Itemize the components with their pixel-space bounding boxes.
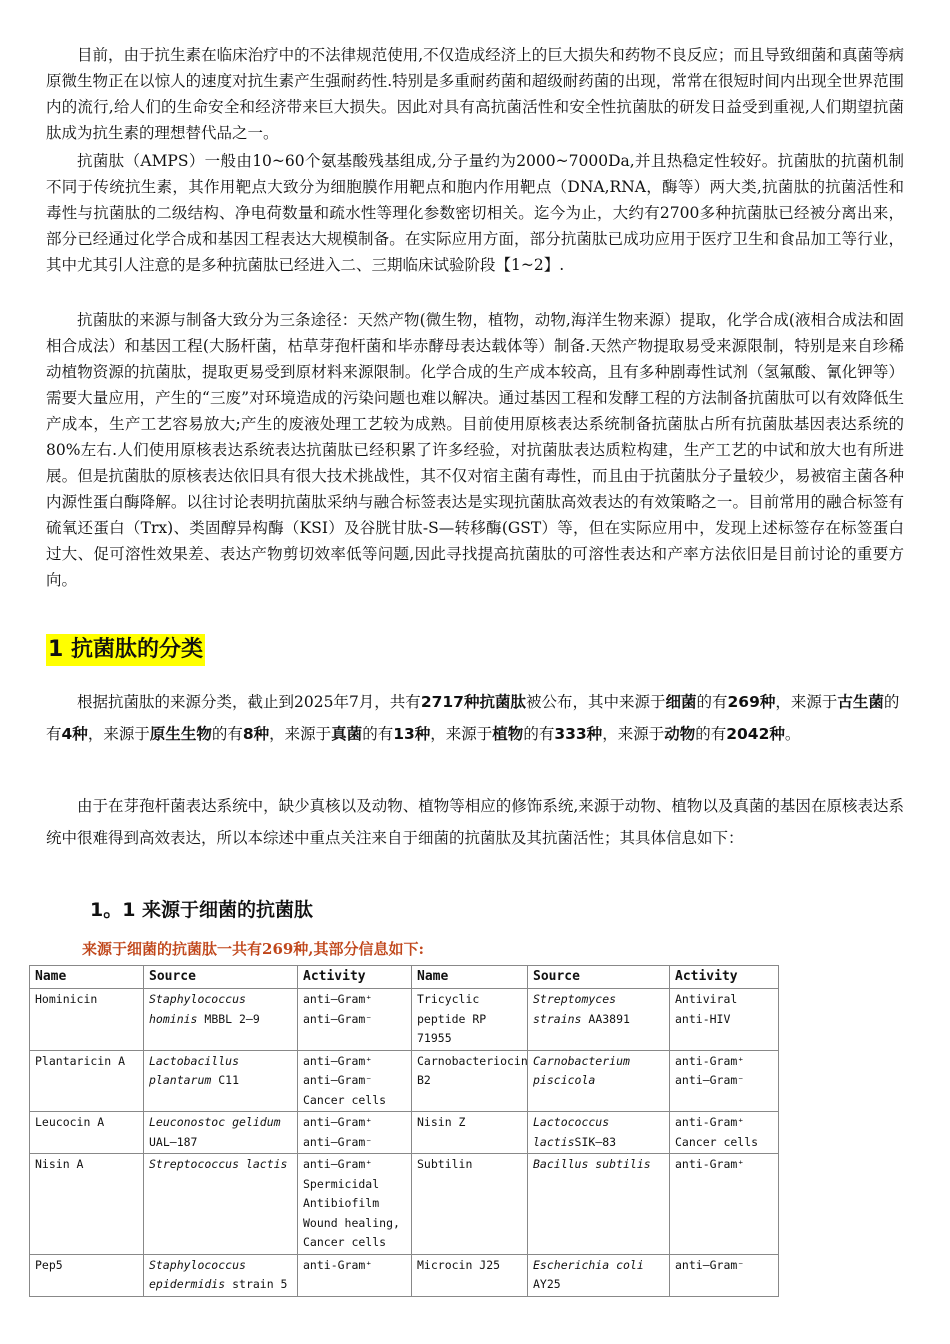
peptide-activity: anti—Gram⁻ xyxy=(670,1254,779,1296)
paragraph-focus: 由于在芽孢杆菌表达系统中，缺少真核以及动物、植物等相应的修饰系统,来源于动物、植物以及真菌的基因在原核表达系统中很难得到高效表达，所以本综述中重点关注来自于细菌的抗菌肽及其抗菌活性；其具体信息如下： xyxy=(46,797,904,847)
peptide-name: Subtilin xyxy=(412,1154,528,1255)
section-heading-classification: 1 抗菌肽的分类 xyxy=(46,634,205,666)
bacteria-peptide-table xyxy=(29,965,779,1297)
peptide-activity: anti—Gram⁺ anti—Gram⁻ xyxy=(298,1112,412,1154)
peptide-source: Lactobacillus plantarum C11 xyxy=(144,1050,298,1112)
peptide-source: Escherichia coli AY25 xyxy=(528,1254,670,1296)
peptide-activity: anti—Gram⁺ Spermicidal Antibiofilm Wound healing, Cancer cells xyxy=(298,1154,412,1255)
paragraph-intro: 目前，由于抗生素在临床治疗中的不法律规范使用,不仅造成经济上的巨大损失和药物不良反应；而且导致细菌和真菌等病原微生物正在以惊人的速度对抗生素产生强耐药性.特别是多重耐药菌和超级耐药菌的出现，常常在很短时间内出现全世界范围内的流行,给人们的生命安全和经济带来巨大损失。因此对具有高抗菌活性和安全性抗菌肽的研发日益受到重视,人们期望抗菌肽成为抗生素的理想替代品之一。 xyxy=(46,46,904,142)
table-row xyxy=(30,1112,779,1154)
column-header-activity: Activity xyxy=(298,966,412,989)
paragraph-amps: 抗菌肽（AMPS）一般由10~60个氨基酸残基组成,分子量约为2000~7000Da,并且热稳定性较好。抗菌肽的抗菌机制不同于传统抗生素，其作用靶点大致分为细胞膜作用靶点和胞内作用靶点（DNA,RNA，酶等）两大类,抗菌肽的抗菌活性和毒性与抗菌肽的二级结构、净电荷数量和疏水性等理化参数密切相关。迄今为止，大约有2700多种抗菌肽已经被分离出来，部分已经通过化学合成和基因工程表达大规模制备。在实际应用方面，部分抗菌肽已成功应用于医疗卫生和食品加工等行业，其中尤其引人注意的是多种抗菌肽已经进入二、三期临床试验阶段【1~2】. xyxy=(46,152,904,274)
table-row xyxy=(30,1050,779,1112)
peptide-activity: anti-Gram⁺ xyxy=(670,1154,779,1255)
peptide-source: Streptococcus lactis xyxy=(144,1154,298,1255)
peptide-activity: anti-Gram⁺ Cancer cells xyxy=(670,1112,779,1154)
table-row xyxy=(30,989,779,1051)
peptide-name: Tricyclic peptide RP 71955 xyxy=(412,989,528,1051)
peptide-source: Bacillus subtilis xyxy=(528,1154,670,1255)
peptide-name: Plantaricin A xyxy=(30,1050,144,1112)
peptide-name: Carnobacteriocin B2 xyxy=(412,1050,528,1112)
peptide-activity: anti—Gram⁺ anti—Gram⁻ xyxy=(298,989,412,1051)
peptide-name: Nisin A xyxy=(30,1154,144,1255)
subsection-heading-bacteria: 1。1 来源于细菌的抗菌肽 xyxy=(90,899,314,921)
peptide-source: Staphylococcus epidermidis strain 5 xyxy=(144,1254,298,1296)
peptide-activity: anti-Gram⁺ xyxy=(298,1254,412,1296)
table-caption: 来源于细菌的抗菌肽一共有269种,其部分信息如下: xyxy=(82,940,425,958)
column-header-source: Source xyxy=(144,966,298,989)
peptide-name: Hominicin xyxy=(30,989,144,1051)
peptide-source: Staphylococcus hominis MBBL 2—9 xyxy=(144,989,298,1051)
table-header-row xyxy=(30,966,779,989)
peptide-name: Pep5 xyxy=(30,1254,144,1296)
peptide-name: Microcin J25 xyxy=(412,1254,528,1296)
peptide-activity: Antiviral anti-HIV xyxy=(670,989,779,1051)
table-row xyxy=(30,1254,779,1296)
peptide-source: Carnobacterium piscicola xyxy=(528,1050,670,1112)
peptide-source: Lactococcus lactisSIK—83 xyxy=(528,1112,670,1154)
peptide-name: Nisin Z xyxy=(412,1112,528,1154)
column-header-name: Name xyxy=(30,966,144,989)
column-header-activity: Activity xyxy=(670,966,779,989)
peptide-activity: anti—Gram⁺ anti—Gram⁻ Cancer cells xyxy=(298,1050,412,1112)
column-header-source: Source xyxy=(528,966,670,989)
column-header-name: Name xyxy=(412,966,528,989)
paragraph-preparation: 抗菌肽的来源与制备大致分为三条途径：天然产物(微生物，植物，动物,海洋生物来源）提取，化学合成(液相合成法和固相合成法）和基因工程(大肠杆菌，枯草芽孢杆菌和毕赤酵母表达载体等）制备.天然产物提取易受来源限制，特别是来自珍稀动植物资源的抗菌肽，提取更易受到原材料来源限制。化学合成的生产成本较高，且有多种剧毒性试剂（氢氟酸、氰化钾等）需要大量应用，产生的“三废”对环境造成的污染问题也难以解决。通过基因工程和发酵工程的方法制备抗菌肽可以有效降低生产成本，生产工艺容易放大;产生的废液处理工艺较为成熟。目前使用原核表达系统制备抗菌肽占所有抗菌肽基因表达系统的80%左右.人们使用原核表达系统表达抗菌肽已经积累了许多经验，对抗菌肽表达质粒构建，生产工艺的中试和放大也有所进展。但是抗菌肽的原核表达依旧具有很大技术挑战性，其不仅对宿主菌有毒性，而且由于抗菌肽分子量较少，易被宿主菌各种内源性蛋白酶降解。以往讨论表明抗菌肽采纳与融合标签表达是实现抗菌肽高效表达的有效策略之一。目前常用的融合标签有硫氧还蛋白（Trx)、类固醇异构酶（KSI）及谷胱甘肽-S—转移酶(GST）等，但在实际应用中，发现上述标签存在标签蛋白过大、促可溶性效果差、表达产物剪切效率低等问题,因此寻找提高抗菌肽的可溶性表达和产率方法依旧是目前讨论的重要方向。 xyxy=(46,311,904,589)
table-row xyxy=(30,1154,779,1255)
peptide-source: Streptomyces strains AA3891 xyxy=(528,989,670,1051)
paragraph-classification-stats: 根据抗菌肽的来源分类，截止到2025年7月，共有2717种抗菌肽被公布，其中来源于细菌的有269种，来源于古生菌的有4种，来源于原生生物的有8种，来源于真菌的有13种，来源于植物的有333种，来源于动物的有2042种。 xyxy=(46,693,900,743)
peptide-source: Leuconostoc gelidum UAL—187 xyxy=(144,1112,298,1154)
peptide-name: Leucocin A xyxy=(30,1112,144,1154)
peptide-activity: anti-Gram⁺ anti—Gram⁻ xyxy=(670,1050,779,1112)
